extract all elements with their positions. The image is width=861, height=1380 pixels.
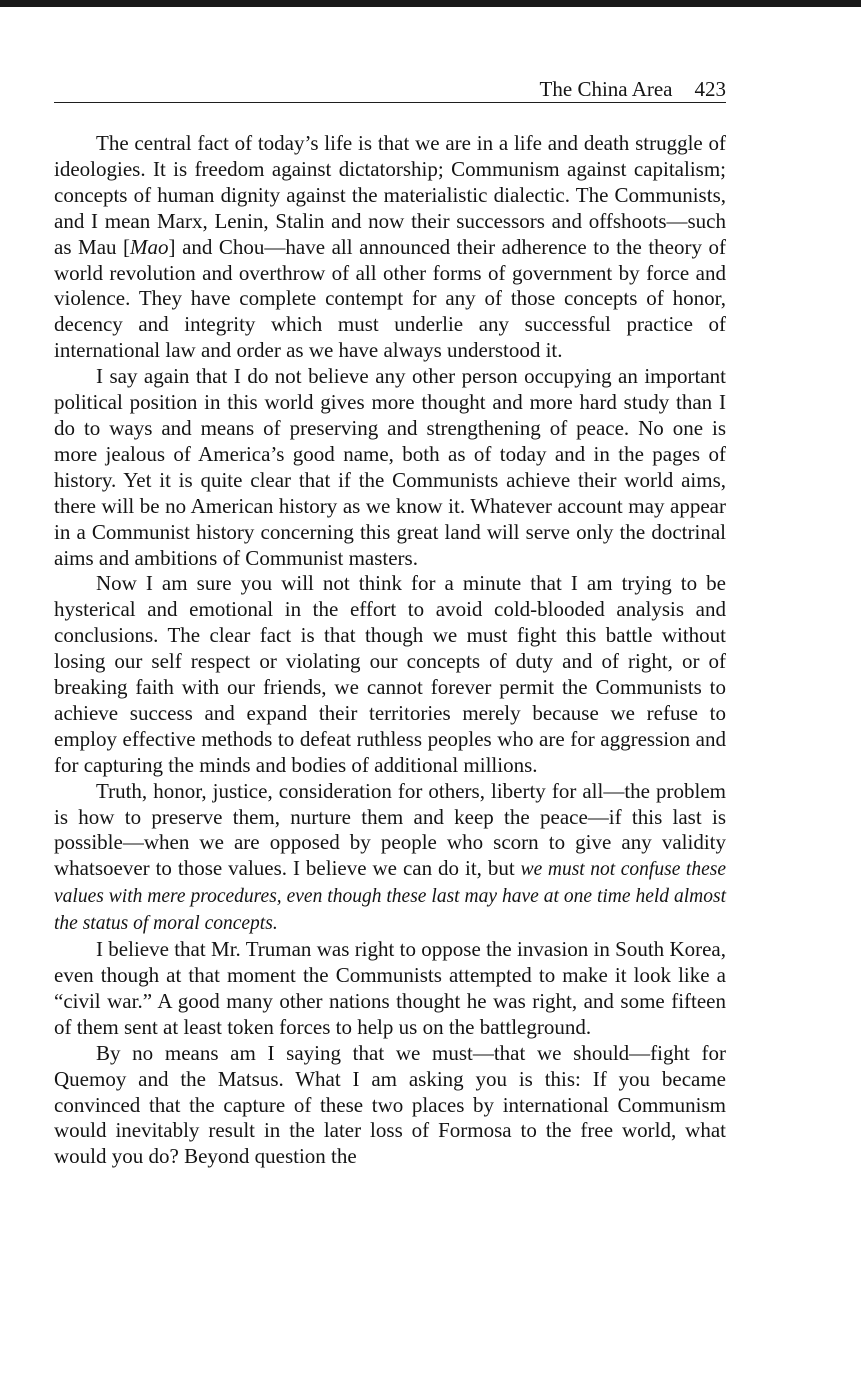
paragraph-1 <box>54 131 726 364</box>
page-header <box>54 76 726 103</box>
section-title: The China Area <box>539 77 673 101</box>
page-number: 423 <box>694 77 726 101</box>
paragraph-2: I say again that I do not believe any other person occupying an important political position in this world gives more thought and more hard study than I do to ways and means of preserving and strengthening of peace. No one is more jealous of America’s good name, both as of today and in the pages of history. Yet it is quite clear that if the Communists achieve their world aims, there will be no American history as we know it. Whatever account may appear in a Communist history concerning this great land will serve only the doctrinal aims and ambitions of Communist masters. <box>54 364 726 570</box>
paragraph-4 <box>54 779 726 937</box>
paragraph-5: I believe that Mr. Truman was right to oppose the invasion in South Korea, even though at that moment the Communists attempted to make it look like a “civil war.” A good many other nations thought he was right, and some fifteen of them sent at least token forces to help us on the battleground. <box>54 937 726 1039</box>
paragraph-4-text-before: Truth, honor, justice, consideration for others, liberty for all—the problem is how to preserve them, nurture them and keep the peace—if this last is possible—when we are opposed by people who scorn to give any validity whatsoever to those values. I believe we can do it, but <box>54 778 726 881</box>
top-edge-rule <box>0 0 861 7</box>
paragraph-3: Now I am sure you will not think for a minute that I am trying to be hysterical and emotional in the effort to avoid cold-blooded analysis and conclusions. The clear fact is that though we must fight this battle without losing our self respect or violating our concepts of duty and of right, or of breaking faith with our friends, we cannot forever permit the Communists to achieve success and expand their territories merely because we refuse to employ effective methods to defeat ruthless peoples who are for aggression and for capturing the minds and bodies of additional millions. <box>54 571 726 777</box>
paragraph-1-italic-mao: Mao <box>130 234 169 259</box>
paragraph-1-text-before: The central fact of today’s life is that we are in a life and death struggle of ideologies. It is freedom against dictatorship; Communism against capitalism; concepts of human dignity against the materialistic dialectic. The Communists, and I mean Marx, Lenin, Stalin and now their successors and offshoots—such as Mau [ <box>54 131 726 259</box>
paragraph-4-italic-emphasis: we must not confuse these values with mere procedures, even though these last may have at one time held almost the status of moral concepts. <box>54 859 726 935</box>
paragraph-1-text-after: ] and Chou—have all announced their adherence to the theory of world revolution and overthrow of all other forms of government by force and violence. They have complete contempt for any of those concepts of honor, decency and integrity which must underlie any successful practice of international law and order as we have always understood it. <box>54 234 726 363</box>
paragraph-6: By no means am I saying that we must—that we should—fight for Quemoy and the Matsus. What I am asking you is this: If you became convinced that the capture of these two places by international Communism would inevitably result in the later loss of Formosa to the free world, what would you do? Beyond question the <box>54 1040 726 1169</box>
running-head <box>540 76 726 102</box>
body-text <box>54 131 726 1170</box>
